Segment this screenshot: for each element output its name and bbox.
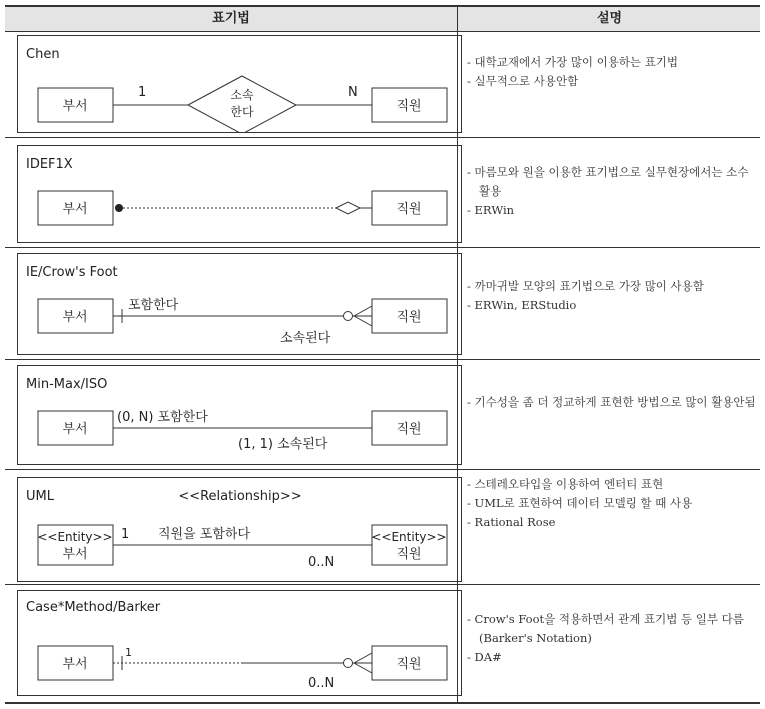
- cardinality-left: 1: [121, 527, 130, 542]
- notation-name: UML: [26, 489, 54, 504]
- description-line: - DA#: [467, 650, 502, 664]
- row-idef1x: [5, 137, 760, 248]
- crows-foot-diagram: [18, 254, 461, 354]
- relation-label-top: 직원을 포함하다: [158, 527, 251, 542]
- entity-right-label: 직원: [396, 202, 422, 217]
- entity-left-label: 부서: [62, 310, 88, 325]
- uml-diagram: [18, 478, 461, 581]
- entity-right-stereotype: <<Entity>>: [371, 530, 447, 544]
- entity-right-label: 직원: [396, 657, 422, 672]
- row-uml: [5, 469, 760, 585]
- diagram-frame: [17, 253, 462, 355]
- description-line: - 실무적으로 사용안함: [467, 74, 579, 88]
- description-line: - 까마귀발 모양의 표기법으로 가장 많이 사용함: [467, 279, 704, 293]
- row-crows-foot: [5, 247, 760, 360]
- description-line: - UML로 표현하여 데이터 모델링 할 때 사용: [467, 496, 693, 510]
- diagram-frame: [17, 590, 462, 696]
- header-notation: 표기법: [212, 11, 250, 26]
- description-line: - ERWin, ERStudio: [467, 298, 577, 312]
- open-circle-icon: [344, 312, 353, 321]
- filled-dot-icon: [115, 204, 123, 212]
- description-line: - Rational Rose: [467, 515, 556, 529]
- diagram-frame: [17, 145, 462, 243]
- description: [467, 610, 757, 667]
- cardinality-left: 1: [138, 85, 147, 100]
- description: [467, 163, 757, 220]
- crows-foot-icon: [354, 306, 372, 316]
- description-line: - ERWin: [467, 203, 515, 217]
- cardinality-right: 0..N: [308, 555, 335, 570]
- entity-left-label: 부서: [62, 657, 88, 672]
- idef1x-diagram: [18, 146, 461, 242]
- entity-left-label: 부서: [62, 202, 88, 217]
- description-line: - 대학교재에서 가장 많이 이용하는 표기법: [467, 55, 679, 69]
- relation-label-bottom: (1, 1) 소속된다: [238, 437, 328, 452]
- relationship-diamond: [188, 76, 296, 132]
- relationship-stereotype: <<Relationship>>: [178, 489, 302, 504]
- description: [467, 393, 757, 412]
- description: [467, 475, 757, 532]
- description: [467, 277, 757, 315]
- header-description: 설명: [457, 7, 761, 31]
- cardinality-left: 1: [125, 646, 132, 659]
- open-diamond-icon: [336, 202, 360, 214]
- relation-label-top: (0, N) 포함한다: [117, 410, 208, 425]
- relation-label-top: 포함한다: [128, 298, 179, 313]
- entity-left-label: 부서: [62, 99, 88, 114]
- notation-name: Case*Method/Barker: [26, 600, 161, 615]
- cardinality-right: 0..N: [308, 676, 335, 691]
- relationship-label-1: 소속: [230, 88, 254, 102]
- notation-name: Chen: [26, 47, 60, 62]
- min-max-diagram: [18, 366, 461, 464]
- entity-left-stereotype: <<Entity>>: [37, 530, 113, 544]
- description-line: - 스테레오타입을 이용하여 엔터티 표현: [467, 477, 664, 491]
- cardinality-right: N: [348, 85, 358, 100]
- entity-left-label: 부서: [62, 547, 88, 562]
- barker-diagram: [18, 591, 461, 695]
- crows-foot-icon: [354, 653, 372, 663]
- entity-right-label: 직원: [396, 547, 422, 562]
- relationship-label-2: 한다: [230, 105, 254, 119]
- notation-name: IDEF1X: [26, 157, 73, 172]
- notation-name: IE/Crow's Foot: [26, 265, 118, 280]
- entity-right-label: 직원: [396, 422, 422, 437]
- description: [467, 53, 757, 91]
- diagram-frame: [17, 365, 462, 465]
- diagram-frame: [17, 35, 462, 133]
- open-circle-icon: [344, 659, 353, 668]
- chen-diagram: [18, 36, 461, 132]
- diagram-frame: [17, 477, 462, 582]
- table-header: [5, 5, 760, 32]
- description-line: - 마름모와 원을 이용한 표기법으로 실무현장에서는 소수 활용: [467, 165, 749, 198]
- entity-right-label: 직원: [396, 99, 422, 114]
- description-line: - 기수성을 좀 더 정교하게 표현한 방법으로 많이 활용안됨: [467, 395, 756, 409]
- row-barker: [5, 584, 760, 704]
- row-min-max: [5, 359, 760, 470]
- notation-name: Min-Max/ISO: [26, 377, 108, 392]
- entity-right-label: 직원: [396, 310, 422, 325]
- row-chen: [5, 29, 760, 138]
- entity-left-label: 부서: [62, 422, 88, 437]
- relation-label-bottom: 소속된다: [280, 331, 331, 346]
- description-line: - Crow's Foot을 적용하면서 관계 표기법 등 일부 다름(Barker's Notation): [467, 612, 744, 645]
